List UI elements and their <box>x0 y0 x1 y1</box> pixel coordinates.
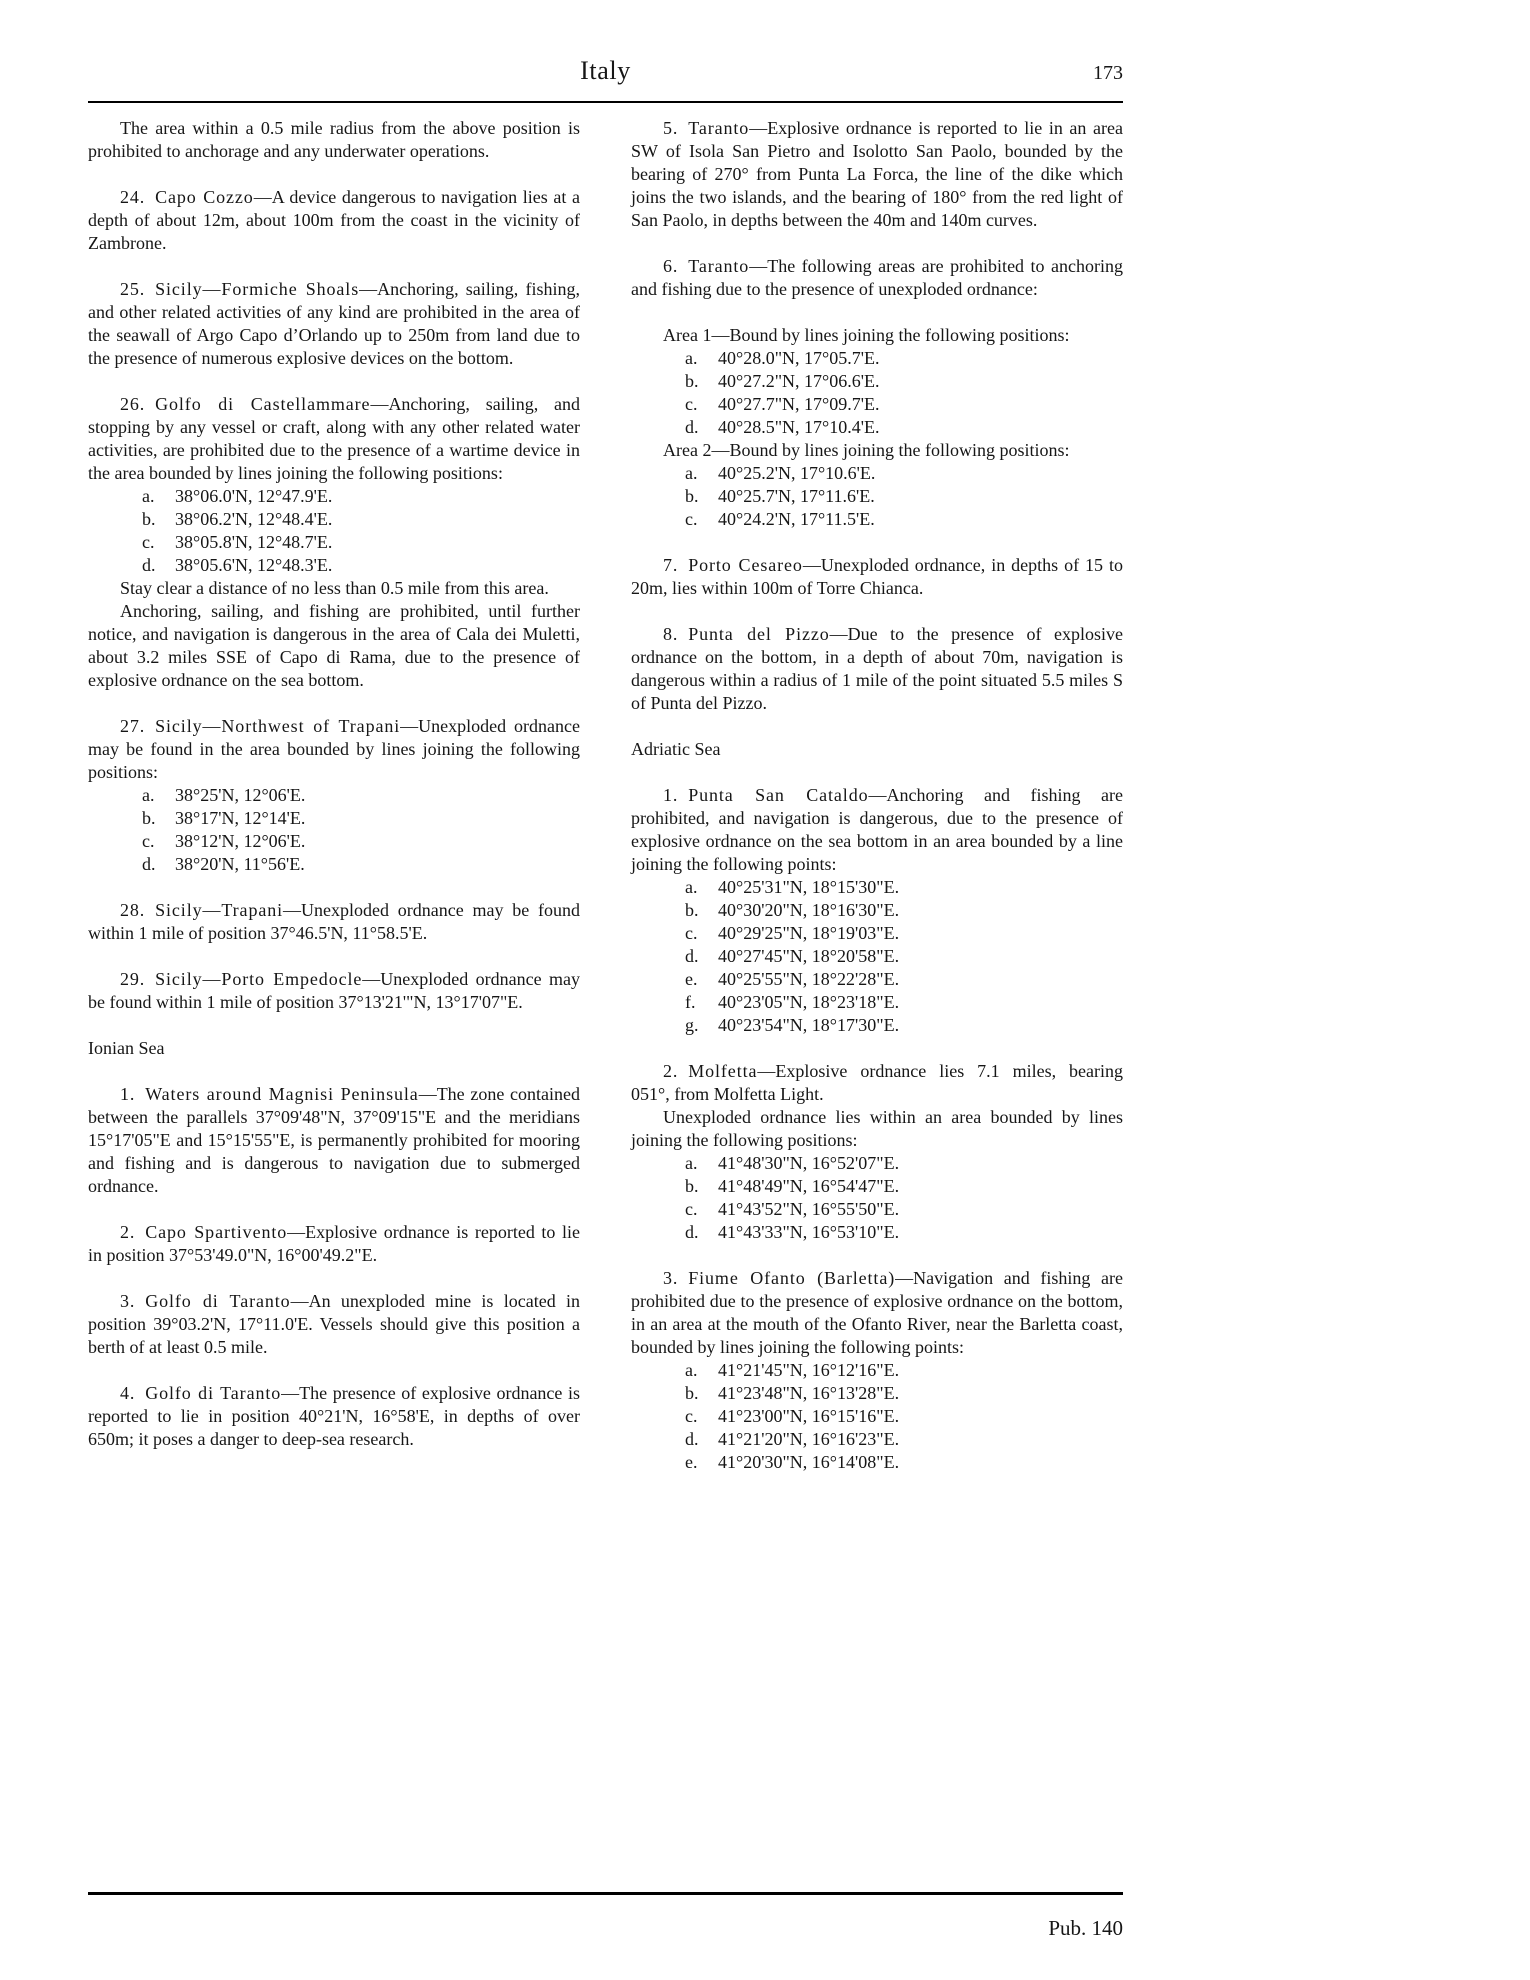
paragraph: 3. Fiume Ofanto (Barletta)—Navigation and fishing are prohibited due to the presence of explosive ordnance on the bottom, in an area at the mouth of the Ofanto River, near the Barletta coast, bounded by lines joining the following points: <box>631 1268 1123 1357</box>
position-item-text: 38°20'N, 11°56'E. <box>175 854 305 874</box>
paragraph-lead: 1. Punta San Cataldo <box>663 785 869 805</box>
paragraph-lead: 6. Taranto <box>663 256 750 276</box>
position-item-text: 41°21'45"N, 16°12'16"E. <box>718 1360 900 1380</box>
position-item-label: d. <box>142 555 156 575</box>
paragraph: 25. Sicily—Formiche Shoals—Anchoring, sailing, fishing, and other related activities of any kind are prohibited in the area of the seawall of Argo Capo d’Orlando up to 250m from land due to the presence of numerous explosive devices on the bottom. <box>88 279 580 368</box>
position-item-label: d. <box>685 946 699 966</box>
paragraph: 24. Capo Cozzo—A device dangerous to navigation lies at a depth of about 12m, about 100m from the coast in the vicinity of Zambrone. <box>88 187 580 253</box>
paragraph: 7. Porto Cesareo—Unexploded ordnance, in depths of 15 to 20m, lies within 100m of Torre Chianca. <box>631 555 1123 598</box>
paragraph: 27. Sicily—Northwest of Trapani—Unexploded ordnance may be found in the area bounded by lines joining the following positions: <box>88 716 580 782</box>
position-item <box>685 1405 1123 1428</box>
position-item <box>142 531 580 554</box>
position-item <box>685 922 1123 945</box>
position-item-text: 41°48'49"N, 16°54'47"E. <box>718 1176 900 1196</box>
position-item-label: b. <box>142 509 156 529</box>
position-item-label: e. <box>685 1452 698 1472</box>
position-item-text: 41°21'20"N, 16°16'23"E. <box>718 1429 900 1449</box>
position-item <box>142 853 580 876</box>
position-item-label: d. <box>685 1429 699 1449</box>
section-heading: Adriatic Sea <box>631 739 721 759</box>
position-item <box>685 1451 1123 1474</box>
position-item <box>685 1014 1123 1037</box>
paragraph-lead: 3. Golfo di Taranto <box>120 1291 291 1311</box>
position-item-text: 38°05.8'N, 12°48.7'E. <box>175 532 333 552</box>
position-item-text: 40°23'05"N, 18°23'18"E. <box>718 992 900 1012</box>
position-item <box>142 485 580 508</box>
paragraph: 1. Punta San Cataldo—Anchoring and fishing are prohibited, and navigation is dangerous, due to the presence of explosive ordnance on the sea bottom in an area bounded by a line joining the following points: <box>631 785 1123 874</box>
position-item-text: 38°05.6'N, 12°48.3'E. <box>175 555 333 575</box>
paragraph: 3. Golfo di Taranto—An unexploded mine is located in position 39°03.2'N, 17°11.0'E. Vessels should give this position a berth of at least 0.5 mile. <box>88 1291 580 1357</box>
position-item-label: a. <box>685 463 698 483</box>
position-item-text: 41°43'52"N, 16°55'50"E. <box>718 1199 900 1219</box>
position-item-label: a. <box>685 1360 698 1380</box>
position-list <box>631 876 1123 1037</box>
position-item-label: b. <box>685 371 699 391</box>
paragraph: 1. Waters around Magnisi Peninsula—The zone contained between the parallels 37°09'48"N, 37°09'15"E and the meridians 15°17'05"E and 15°15'55"E, is permanently prohibited for mooring and fishing and is dangerous to navigation due to submerged ordnance. <box>88 1084 581 1196</box>
position-item <box>685 462 1123 485</box>
position-item-text: 40°23'54"N, 18°17'30"E. <box>718 1015 900 1035</box>
paragraph: 28. Sicily—Trapani—Unexploded ordnance may be found within 1 mile of position 37°46.5'N, 11°58.5'E. <box>88 900 580 943</box>
position-item-label: b. <box>142 808 156 828</box>
header-rule <box>88 101 1123 103</box>
position-item <box>685 876 1123 899</box>
page-title: Italy <box>580 56 631 85</box>
position-item <box>685 1221 1123 1244</box>
paragraph: 29. Sicily—Porto Empedocle—Unexploded ordnance may be found within 1 mile of position 37°13'21'"N, 13°17'07"E. <box>88 969 581 1012</box>
paragraph: 5. Taranto—Explosive ordnance is reported to lie in an area SW of Isola San Pietro and Isolotto San Paolo, bounded by the bearing of 270° from Punta La Forca, the line of the dike which joins the two islands, and the bearing of 180° from the red light of San Paolo, in depths between the 40m and 140m curves. <box>631 118 1123 230</box>
position-item <box>142 807 580 830</box>
position-item-label: c. <box>685 1406 698 1426</box>
position-item-text: 41°23'48"N, 16°13'28"E. <box>718 1383 900 1403</box>
paragraph-lead: 4. Golfo di Taranto <box>120 1383 282 1403</box>
position-item-label: b. <box>685 486 699 506</box>
position-item-text: 38°17'N, 12°14'E. <box>175 808 306 828</box>
position-list <box>631 462 1123 531</box>
position-item-text: 40°27'45"N, 18°20'58"E. <box>718 946 900 966</box>
position-item <box>685 991 1123 1014</box>
paragraph: The area within a 0.5 mile radius from the above position is prohibited to anchorage and any underwater operations. <box>88 118 580 161</box>
position-item-label: c. <box>685 1199 698 1219</box>
position-item-text: 40°25.7'N, 17°11.6'E. <box>718 486 875 506</box>
position-list <box>631 347 1123 439</box>
paragraph: Unexploded ordnance lies within an area bounded by lines joining the following positions: <box>631 1107 1123 1150</box>
position-item-text: 40°29'25"N, 18°19'03"E. <box>718 923 900 943</box>
paragraph-lead: 26. Golfo di Castellammare <box>120 394 371 414</box>
position-item-text: 41°43'33"N, 16°53'10"E. <box>718 1222 900 1242</box>
position-item <box>685 945 1123 968</box>
position-item <box>685 347 1123 370</box>
position-item-text: 38°25'N, 12°06'E. <box>175 785 306 805</box>
position-item-text: 38°06.2'N, 12°48.4'E. <box>175 509 333 529</box>
position-item <box>685 416 1123 439</box>
position-item-label: d. <box>685 417 699 437</box>
position-item-text: 40°25'31"N, 18°15'30"E. <box>718 877 900 897</box>
publication-number: Pub. 140 <box>1048 1916 1123 1940</box>
position-item <box>142 830 580 853</box>
page-header <box>88 56 1123 98</box>
paragraph-lead: 28. Sicily—Trapani <box>120 900 284 920</box>
position-item-text: 40°28.5"N, 17°10.4'E. <box>718 417 880 437</box>
position-item-text: 41°48'30"N, 16°52'07"E. <box>718 1153 900 1173</box>
position-item-label: a. <box>142 785 155 805</box>
position-list <box>88 485 580 577</box>
left-column <box>88 117 580 1474</box>
paragraph: Anchoring, sailing, and fishing are prohibited, until further notice, and navigation is dangerous in the area of Cala dei Muletti, about 3.2 miles SSE of Capo di Rama, due to the presence of explosive ordnance on the sea bottom. <box>88 601 580 690</box>
position-item-label: a. <box>685 1153 698 1173</box>
paragraph: Area 1—Bound by lines joining the following positions: <box>663 325 1070 345</box>
position-item-label: f. <box>685 992 696 1012</box>
position-item <box>685 1152 1123 1175</box>
position-item-text: 40°27.2"N, 17°06.6'E. <box>718 371 880 391</box>
position-item-text: 40°30'20"N, 18°16'30"E. <box>718 900 900 920</box>
position-item <box>142 554 580 577</box>
paragraph-lead: 25. Sicily—Formiche Shoals <box>120 279 360 299</box>
position-item-label: d. <box>685 1222 699 1242</box>
paragraph: 8. Punta del Pizzo—Due to the presence of explosive ordnance on the bottom, in a depth of about 70m, navigation is dangerous within a radius of 1 mile of the point situated 5.5 miles S of Punta del Pizzo. <box>631 624 1123 713</box>
paragraph-lead: 29. Sicily—Porto Empedocle <box>120 969 363 989</box>
paragraph: 6. Taranto—The following areas are prohibited to anchoring and fishing due to the presence of unexploded ordnance: <box>631 256 1123 299</box>
position-item-label: a. <box>142 486 155 506</box>
footer-rule <box>88 1892 1123 1895</box>
position-item <box>685 1428 1123 1451</box>
paragraph-lead: 3. Fiume Ofanto (Barletta) <box>663 1268 896 1288</box>
paragraph-lead: 7. Porto Cesareo <box>663 555 803 575</box>
position-item-text: 40°25.2'N, 17°10.6'E. <box>718 463 876 483</box>
position-item <box>685 968 1123 991</box>
position-item-label: a. <box>685 348 698 368</box>
paragraph: 26. Golfo di Castellammare—Anchoring, sailing, and stopping by any vessel or craft, along with any other related water activities, are prohibited due to the presence of a wartime device in the area bounded by lines joining the following positions: <box>88 394 580 483</box>
paragraph-lead: 1. Waters around Magnisi Peninsula <box>120 1084 419 1104</box>
paragraph-lead: 24. Capo Cozzo <box>120 187 254 207</box>
position-list <box>631 1152 1123 1244</box>
position-item-label: a. <box>685 877 698 897</box>
position-item <box>685 1359 1123 1382</box>
position-item-label: c. <box>685 923 698 943</box>
position-item-text: 38°06.0'N, 12°47.9'E. <box>175 486 333 506</box>
position-item-text: 40°25'55"N, 18°22'28"E. <box>718 969 900 989</box>
paragraph: 2. Molfetta—Explosive ordnance lies 7.1 miles, bearing 051°, from Molfetta Light. <box>631 1061 1123 1104</box>
position-item-text: 38°12'N, 12°06'E. <box>175 831 306 851</box>
position-item <box>685 393 1123 416</box>
position-item-label: d. <box>142 854 156 874</box>
paragraph: Stay clear a distance of no less than 0.5 mile from this area. <box>120 578 549 598</box>
position-item <box>685 899 1123 922</box>
paragraph: 4. Golfo di Taranto—The presence of explosive ordnance is reported to lie in position 40°21'N, 16°58'E, in depths of over 650m; it poses a danger to deep-sea research. <box>88 1383 581 1449</box>
position-item <box>685 1198 1123 1221</box>
position-item <box>685 508 1123 531</box>
paragraph-lead: 2. Capo Spartivento <box>120 1222 288 1242</box>
position-item-text: 41°20'30"N, 16°14'08"E. <box>718 1452 900 1472</box>
position-item-label: b. <box>685 900 699 920</box>
position-item-label: c. <box>685 509 698 529</box>
position-item-label: b. <box>685 1383 699 1403</box>
position-item <box>142 784 580 807</box>
position-item <box>685 485 1123 508</box>
position-item-label: e. <box>685 969 698 989</box>
position-item-text: 40°28.0"N, 17°05.7'E. <box>718 348 880 368</box>
page-content <box>88 117 1123 1474</box>
paragraph-lead: 8. Punta del Pizzo <box>663 624 830 644</box>
position-item-text: 40°24.2'N, 17°11.5'E. <box>718 509 875 529</box>
section-heading: Ionian Sea <box>88 1038 165 1058</box>
position-item <box>142 508 580 531</box>
position-item <box>685 370 1123 393</box>
position-item-label: b. <box>685 1176 699 1196</box>
position-list <box>631 1359 1123 1474</box>
position-item-label: c. <box>685 394 698 414</box>
position-item-text: 41°23'00"N, 16°15'16"E. <box>718 1406 900 1426</box>
position-item-label: c. <box>142 532 155 552</box>
paragraph: Area 2—Bound by lines joining the following positions: <box>663 440 1070 460</box>
position-item <box>685 1175 1123 1198</box>
position-list <box>88 784 580 876</box>
paragraph-lead: 2. Molfetta <box>663 1061 758 1081</box>
paragraph-lead: 27. Sicily—Northwest of Trapani <box>120 716 401 736</box>
position-item-label: c. <box>142 831 155 851</box>
paragraph-lead: 5. Taranto <box>663 118 750 138</box>
position-item-text: 40°27.7"N, 17°09.7'E. <box>718 394 880 414</box>
position-item <box>685 1382 1123 1405</box>
paragraph: 2. Capo Spartivento—Explosive ordnance is reported to lie in position 37°53'49.0"N, 16°00'49.2"E. <box>88 1222 580 1265</box>
right-column <box>631 117 1123 1474</box>
position-item-label: g. <box>685 1015 699 1035</box>
page-number: 173 <box>1093 62 1123 84</box>
